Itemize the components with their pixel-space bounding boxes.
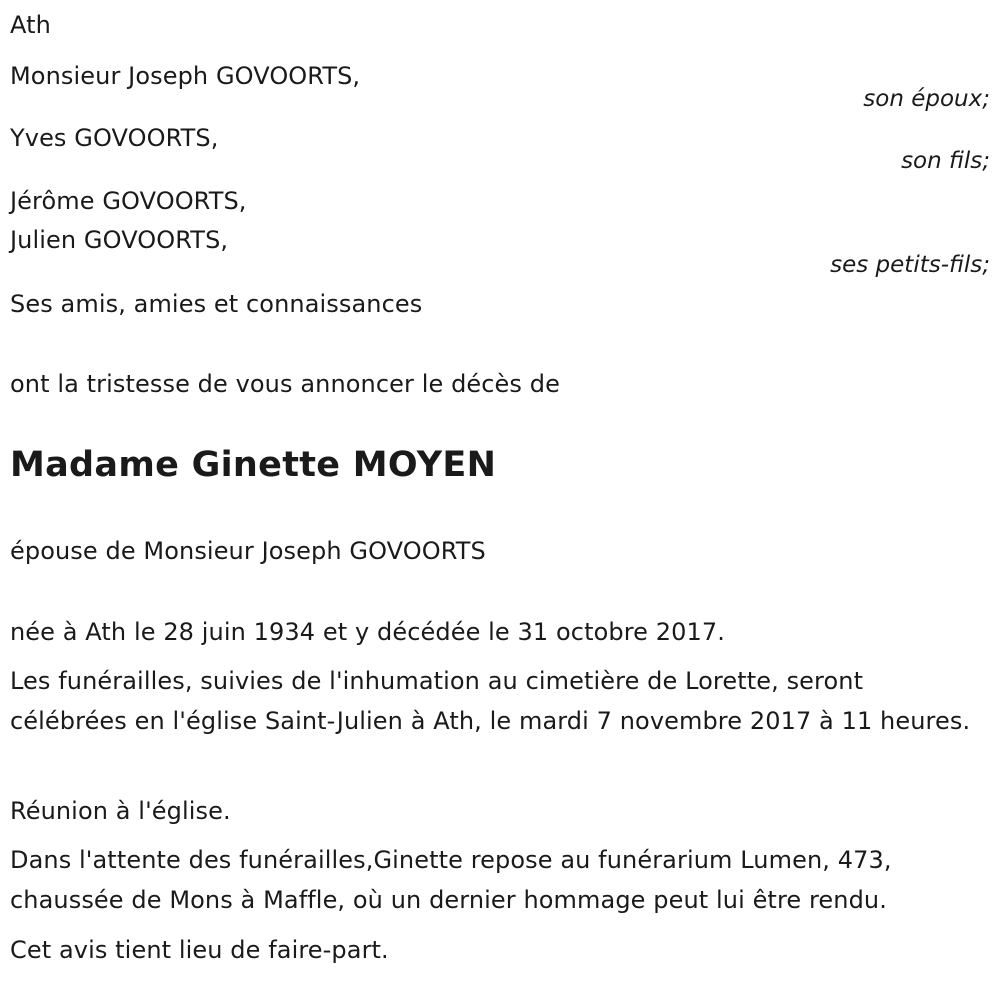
closing-line: Cet avis tient lieu de faire-part.	[10, 936, 389, 964]
deceased-name: Madame Ginette MOYEN	[10, 445, 497, 485]
announcement-line: ont la tristesse de vous annoncer le décès de	[10, 370, 560, 398]
birth-death-line: née à Ath le 28 juin 1934 et y décédée le 31 octobre 2017.	[10, 618, 725, 646]
family-member-spouse-name: Monsieur Joseph GOVOORTS,	[10, 62, 361, 90]
family-member-grandson-2-name: Julien GOVOORTS,	[10, 226, 229, 254]
spouse-line: épouse de Monsieur Joseph GOVOORTS	[10, 537, 486, 565]
location-heading: Ath	[10, 11, 51, 39]
meeting-line: Réunion à l'église.	[10, 797, 231, 825]
friends-line: Ses amis, amies et connaissances	[10, 290, 423, 318]
rest-paragraph: Dans l'attente des funérailles,Ginette repose au funérarium Lumen, 473, chaussée de Mons à Maffle, où un dernier hommage peut lui être rendu.	[10, 846, 892, 914]
family-member-grandson-1-name: Jérôme GOVOORTS,	[10, 187, 247, 215]
funeral-paragraph: Les funérailles, suivies de l'inhumation au cimetière de Lorette, seront célébrées en l'église Saint-Julien à Ath, le mardi 7 novembre 2017 à 11 heures.	[10, 667, 971, 735]
family-member-spouse-role: son époux;	[863, 86, 990, 112]
family-member-son-name: Yves GOVOORTS,	[10, 124, 219, 152]
obituary-notice	[10, 0, 990, 985]
family-member-son-role: son fils;	[901, 148, 990, 174]
family-member-grandsons-role: ses petits-fils;	[830, 252, 990, 278]
